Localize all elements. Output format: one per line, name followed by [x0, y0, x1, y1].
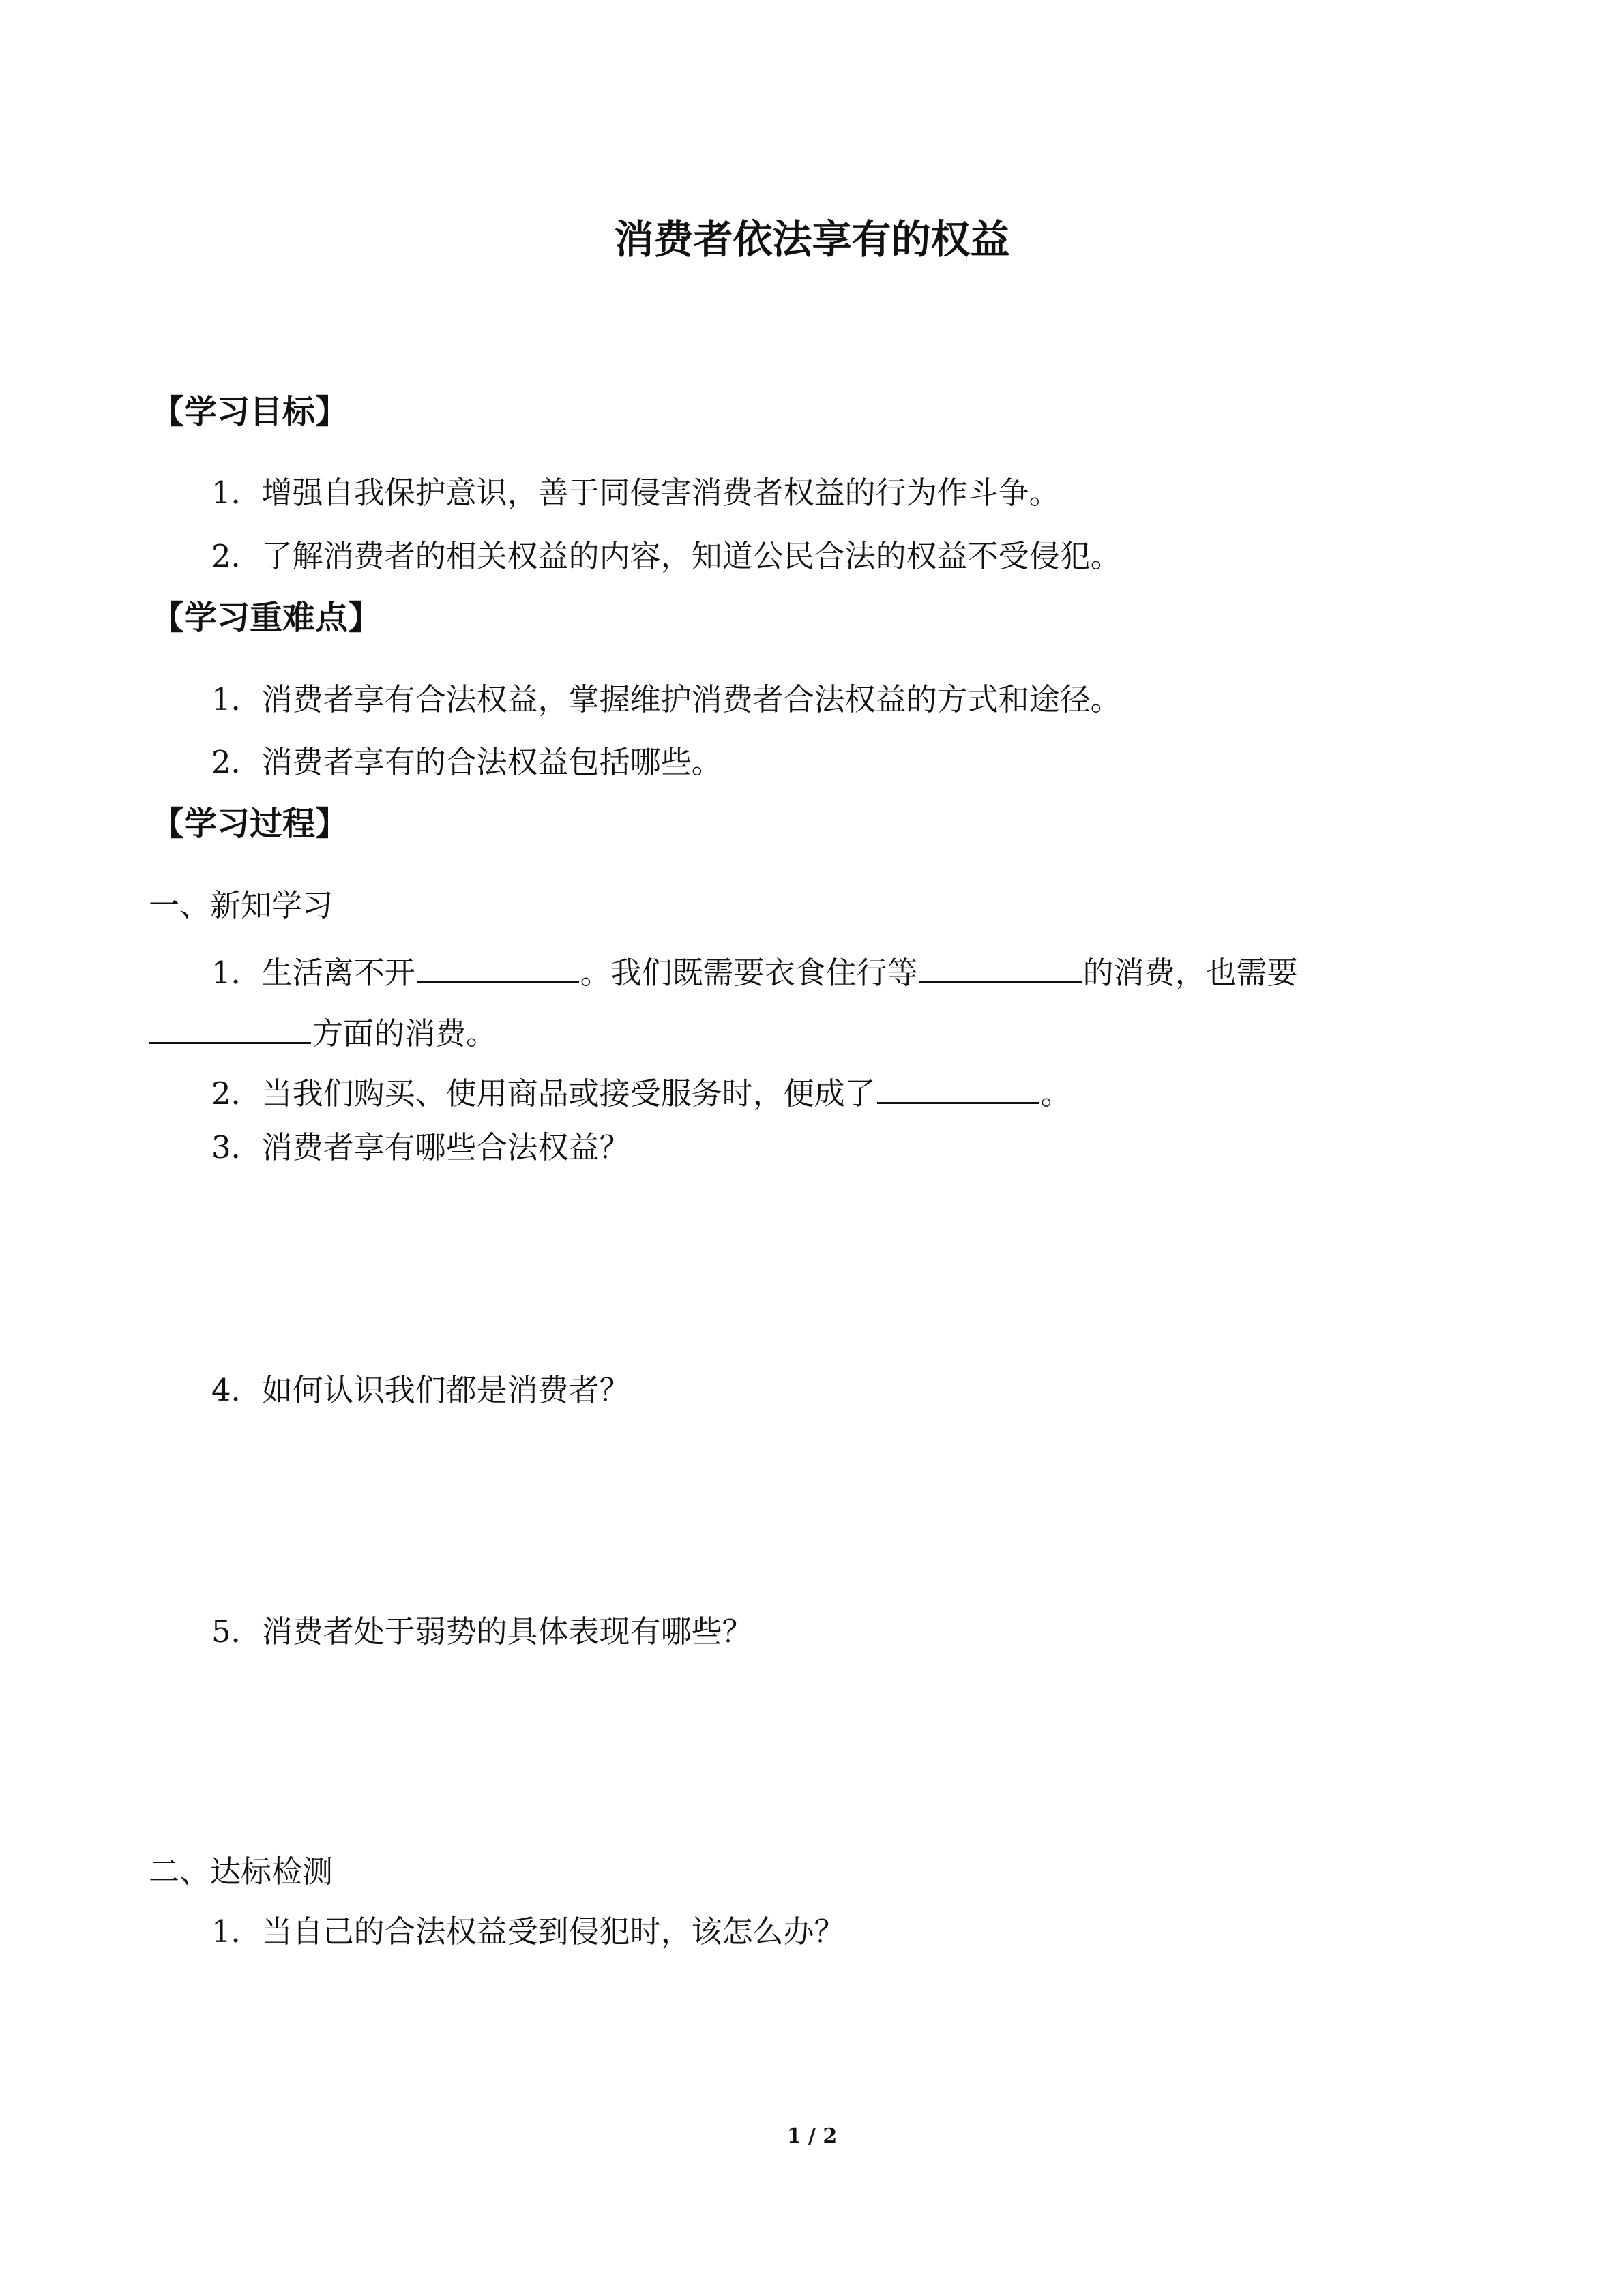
question-1-text-c: 的消费，也需要 — [1082, 955, 1298, 991]
heading-learning-goals: 【学习目标】 — [151, 393, 349, 431]
fill-blank-4[interactable] — [877, 1072, 1039, 1104]
page-number: 1 / 2 — [786, 2124, 838, 2148]
question-5: 5．消费者处于弱势的具体表现有哪些？ — [211, 1613, 753, 1650]
question-1-text-b: 。我们既需要衣食住行等 — [580, 955, 918, 991]
fill-blank-2[interactable] — [919, 951, 1082, 983]
part2-heading: 二、达标检测 — [149, 1853, 334, 1890]
question-1-text-d: 方面的消费。 — [312, 1015, 497, 1052]
part1-heading: 一、新知学习 — [149, 887, 334, 923]
page-title: 消费者依法享有的权益 — [614, 216, 1010, 263]
check-question-1: 1．当自己的合法权益受到侵犯时，该怎么办？ — [211, 1913, 845, 1950]
keypoint-item-2: 2．消费者享有的合法权益包括哪些。 — [211, 744, 722, 780]
question-1-line-1 — [211, 951, 1298, 991]
fill-blank-3[interactable] — [149, 1012, 311, 1044]
question-2-text-b: 。 — [1040, 1075, 1072, 1112]
question-2-text-a: 2．当我们购买、使用商品或接受服务时，便成了 — [211, 1075, 876, 1112]
goal-item-1: 1．增强自我保护意识，善于同侵害消费者权益的行为作斗争。 — [211, 475, 1060, 511]
keypoint-item-1: 1．消费者享有合法权益，掌握维护消费者合法权益的方式和途径。 — [211, 681, 1121, 717]
question-3: 3．消费者享有哪些合法权益？ — [211, 1129, 630, 1165]
question-1-line-2 — [149, 1012, 497, 1052]
question-2 — [211, 1072, 1072, 1112]
heading-learning-process: 【学习过程】 — [151, 805, 349, 843]
question-1-text-a: 1．生活离不开 — [211, 955, 415, 991]
question-4: 4．如何认识我们都是消费者？ — [211, 1372, 630, 1408]
fill-blank-1[interactable] — [417, 951, 579, 983]
heading-key-points: 【学习重难点】 — [151, 599, 381, 637]
goal-item-2: 2．了解消费者的相关权益的内容，知道公民合法的权益不受侵犯。 — [211, 538, 1121, 574]
